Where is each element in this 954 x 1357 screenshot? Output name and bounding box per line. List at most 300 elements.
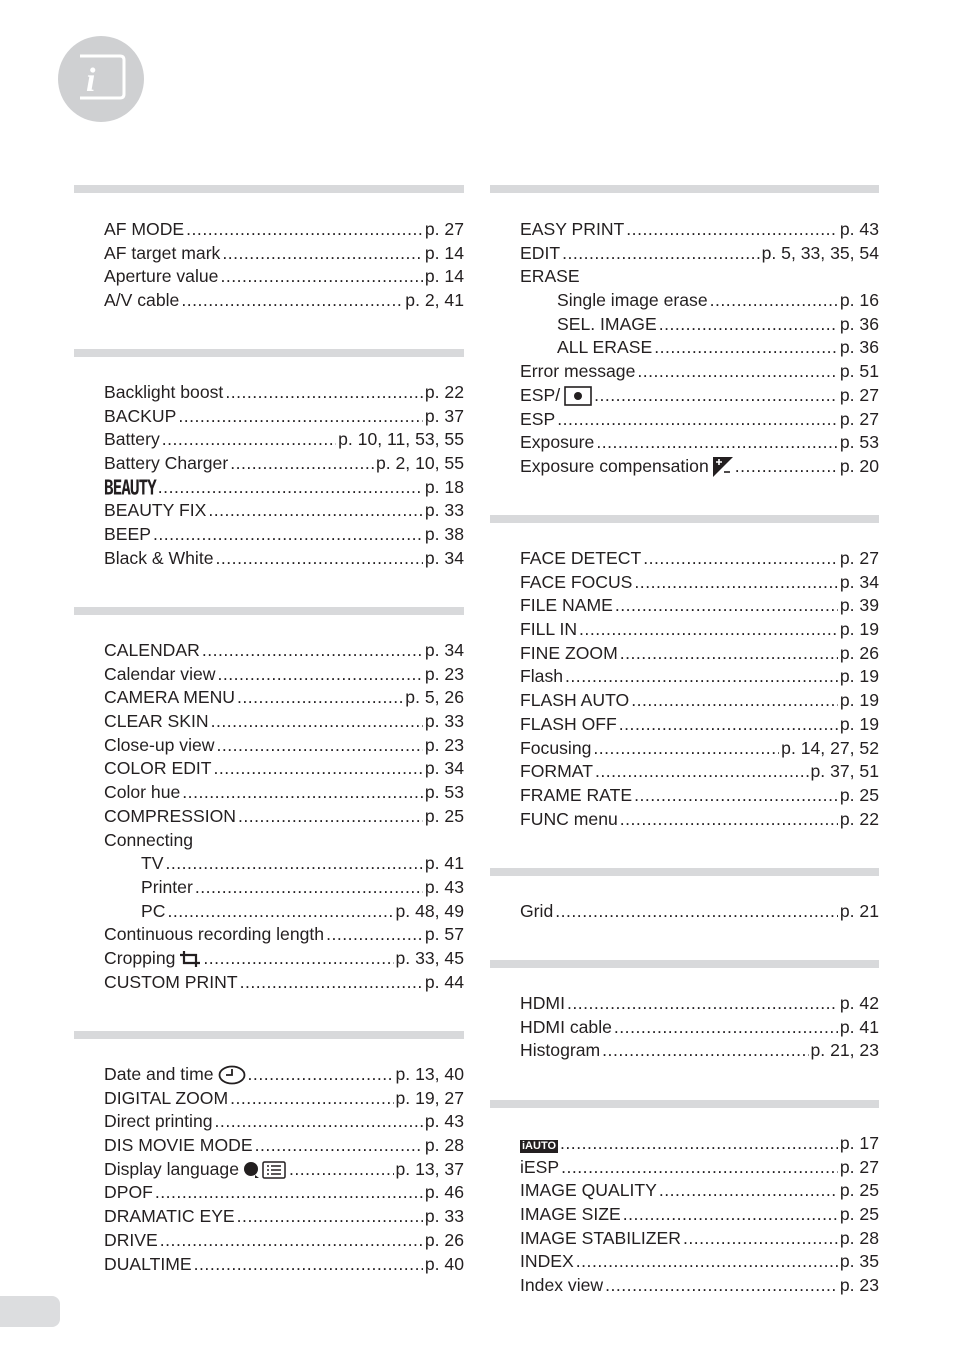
index-term-text: CAMERA MENU <box>104 687 235 708</box>
index-term-text: AF target mark <box>104 242 221 263</box>
index-entry-display-language <box>104 1158 464 1182</box>
leader-dots <box>620 808 838 832</box>
index-entry-face-detect <box>520 547 879 571</box>
page-reference: p. 43 <box>839 219 879 239</box>
page-reference: p. 42 <box>839 993 879 1013</box>
index-term <box>104 547 214 571</box>
page-reference: p. 20 <box>839 455 879 476</box>
index-entry-image-size <box>520 1203 879 1227</box>
leader-dots <box>182 781 423 805</box>
leader-dots <box>561 1156 838 1180</box>
section-divider <box>490 960 879 968</box>
index-term-text: IMAGE SIZE <box>520 1204 621 1225</box>
index-term <box>520 1140 558 1153</box>
leader-dots <box>248 1063 394 1087</box>
page-reference: p. 28 <box>839 1227 879 1248</box>
index-term <box>104 218 184 242</box>
index-term-text: FACE FOCUS <box>520 571 633 592</box>
index-term-text: BACKUP <box>104 405 177 426</box>
page-reference: p. 44 <box>424 971 464 992</box>
index-term-text: iESP <box>520 1156 560 1177</box>
page-reference: p. 27 <box>839 384 879 405</box>
leader-dots <box>155 1181 423 1205</box>
leader-dots <box>593 737 779 761</box>
index-term-text: EDIT <box>520 242 561 263</box>
index-term-text: ALL ERASE <box>557 337 653 358</box>
index-term <box>520 1156 559 1180</box>
page-reference: p. 5, 26 <box>405 687 464 708</box>
page-reference: p. 19 <box>839 713 879 734</box>
index-term-text: Connecting <box>104 829 194 850</box>
spot-metering-icon <box>564 386 592 406</box>
index-term-text: FACE DETECT <box>520 548 642 568</box>
page-reference: p. 40 <box>424 1253 464 1274</box>
index-entry-flash-auto <box>520 689 879 713</box>
page-reference: p. 34 <box>424 758 464 779</box>
page-reference: p. 37 <box>424 405 464 426</box>
index-entry-a-v-cable <box>104 289 464 313</box>
index-term-text: ESP <box>520 408 556 429</box>
index-entry-file-name <box>520 594 879 618</box>
leader-dots <box>619 713 838 737</box>
index-term-text: ERASE <box>520 266 580 287</box>
index-entry-color-hue <box>104 781 464 805</box>
index-entry-battery <box>104 428 464 452</box>
leader-dots <box>634 784 838 808</box>
leader-dots <box>602 1039 808 1063</box>
index-term <box>104 1229 158 1253</box>
index-term-text: Cropping <box>104 947 176 968</box>
index-entry-easy-print <box>520 218 879 242</box>
index-term <box>141 852 163 876</box>
index-term-text: CALENDAR <box>104 640 200 660</box>
index-term <box>520 547 641 571</box>
index-entry-iesp <box>520 1156 879 1180</box>
index-term-text: Printer <box>141 876 193 897</box>
leader-dots <box>202 639 423 663</box>
index-term <box>104 757 212 781</box>
index-term-text: CUSTOM PRINT <box>104 971 238 992</box>
index-entry-aperture-value <box>104 265 464 289</box>
index-entry-histogram <box>520 1039 879 1063</box>
leader-dots <box>594 384 838 408</box>
index-term <box>520 1016 612 1040</box>
index-term-text: Black & White <box>104 547 214 568</box>
index-term-text: DUALTIME <box>104 1253 192 1274</box>
index-entry-frame-rate <box>520 784 879 808</box>
leader-dots <box>643 547 838 571</box>
index-term-text: FLASH OFF <box>520 713 617 734</box>
svg-text:i: i <box>86 62 96 99</box>
index-entry-grid <box>520 900 879 924</box>
index-term-text: Close-up view <box>104 734 215 755</box>
page-reference: p. 51 <box>839 361 879 382</box>
index-entry-dualtime <box>104 1253 464 1277</box>
index-term <box>104 971 238 995</box>
page-reference: p. 23 <box>424 734 464 755</box>
page-reference: p. 39 <box>839 595 879 616</box>
index-entry-iauto <box>520 1132 879 1156</box>
page-reference: p. 23 <box>424 663 464 684</box>
index-term <box>520 760 593 784</box>
leader-dots <box>605 1274 838 1298</box>
index-term <box>520 1039 600 1063</box>
index-entry-error-message <box>520 360 879 384</box>
index-section-b <box>74 349 464 571</box>
index-entry-color-edit <box>104 757 464 781</box>
index-term <box>520 218 624 242</box>
page-reference: p. 25 <box>839 1204 879 1225</box>
index-term <box>104 710 209 734</box>
index-term <box>520 618 577 642</box>
leader-dots <box>181 289 403 313</box>
leader-dots <box>555 900 838 924</box>
index-term <box>104 1087 228 1111</box>
index-entry-fine-zoom <box>520 642 879 666</box>
index-term-text: Color hue <box>104 782 181 803</box>
page-reference: p. 41 <box>839 1016 879 1037</box>
index-term-text: Exposure compensation <box>520 455 709 476</box>
page-reference: p. 36 <box>839 313 879 334</box>
index-term <box>104 639 200 663</box>
index-entry-battery-charger <box>104 452 464 476</box>
index-term <box>104 805 236 829</box>
index-entry-af-target-mark <box>104 242 464 266</box>
page-reference: p. 43 <box>424 876 464 897</box>
index-term-text: FILE NAME <box>520 595 613 616</box>
leader-dots <box>562 242 760 266</box>
index-term-text: FINE ZOOM <box>520 642 618 663</box>
section-entries <box>490 193 879 479</box>
index-term-text: Date and time <box>104 1064 214 1084</box>
index-term-text: Backlight boost <box>104 382 224 402</box>
index-term <box>104 829 193 853</box>
page-reference: p. 46 <box>424 1182 464 1203</box>
section-divider <box>74 185 464 193</box>
leader-dots <box>595 760 809 784</box>
page-reference: p. 14, 27, 52 <box>781 737 879 758</box>
section-entries <box>74 615 464 994</box>
index-term-text: Aperture value <box>104 266 219 287</box>
page-reference: p. 19 <box>839 690 879 711</box>
index-term <box>104 947 201 971</box>
index-term-text: COLOR EDIT <box>104 758 212 779</box>
page-reference: p. 17 <box>839 1133 879 1153</box>
index-entry-dpof <box>104 1181 464 1205</box>
leader-dots <box>216 547 423 571</box>
leader-dots <box>217 663 422 687</box>
index-entry-index-view <box>520 1274 879 1298</box>
leader-dots <box>637 360 837 384</box>
index-entry-camera-menu <box>104 686 464 710</box>
page-tab <box>0 1296 60 1327</box>
index-term <box>520 242 560 266</box>
index-entry-esp <box>520 408 879 432</box>
index-entry-custom-print <box>104 971 464 995</box>
page-reference: p. 28 <box>424 1135 464 1156</box>
leader-dots <box>220 265 422 289</box>
index-term <box>104 476 156 500</box>
index-term-text: DIGITAL ZOOM <box>104 1087 229 1108</box>
index-section-f <box>490 515 879 831</box>
index-term-text: FILL IN <box>520 619 578 640</box>
leader-dots <box>615 594 838 618</box>
index-entry-compression <box>104 805 464 829</box>
leader-dots <box>557 408 838 432</box>
page-reference: p. 19 <box>839 619 879 640</box>
page-reference: p. 22 <box>424 382 464 402</box>
leader-dots <box>237 1205 423 1229</box>
page-reference: p. 33, 45 <box>395 947 464 968</box>
leader-dots <box>255 1134 423 1158</box>
leader-dots <box>620 642 838 666</box>
index-term <box>104 381 223 405</box>
index-entry-cropping <box>104 947 464 971</box>
index-term <box>104 289 179 313</box>
info-icon <box>58 36 144 122</box>
page-reference: p. 43 <box>424 1111 464 1132</box>
index-term <box>104 428 160 452</box>
index-term-text: Single image erase <box>557 290 708 311</box>
exposure-compensation-icon <box>713 457 733 477</box>
page-reference: p. 48, 49 <box>395 900 464 921</box>
leader-dots <box>186 218 423 242</box>
index-entry-drive <box>104 1229 464 1253</box>
index-entry-black-white <box>104 547 464 571</box>
section-entries <box>74 1039 464 1276</box>
index-term <box>520 431 594 455</box>
page-reference: p. 53 <box>839 432 879 453</box>
leader-dots <box>289 1158 394 1182</box>
index-entry-direct-printing <box>104 1110 464 1134</box>
index-term <box>520 1203 621 1227</box>
index-term <box>520 384 592 408</box>
index-term-text: EASY PRINT <box>520 219 625 239</box>
index-term-text: Battery <box>104 429 160 450</box>
index-term-text: Histogram <box>520 1040 601 1061</box>
index-section-i <box>490 1100 879 1298</box>
index-term-text: DPOF <box>104 1182 153 1203</box>
index-term-text: BEAUTY FIX <box>104 500 207 521</box>
index-term-text: Index view <box>520 1275 604 1296</box>
index-entry-focusing <box>520 737 879 761</box>
index-term <box>520 594 613 618</box>
index-entry-sel-image <box>520 313 879 337</box>
index-entry-printer <box>104 876 464 900</box>
index-term <box>104 1134 253 1158</box>
page-reference: p. 26 <box>424 1229 464 1250</box>
section-entries <box>74 357 464 571</box>
page-reference: p. 38 <box>424 524 464 545</box>
page-reference: p. 25 <box>839 1180 879 1201</box>
section-divider <box>490 515 879 523</box>
index-term-text: TV <box>141 853 164 874</box>
index-entry-calendar <box>104 639 464 663</box>
leader-dots <box>579 618 838 642</box>
leader-dots <box>240 971 423 995</box>
page-reference: p. 26 <box>839 642 879 663</box>
index-term <box>520 808 618 832</box>
index-entry-dis-movie-mode <box>104 1134 464 1158</box>
index-entry-index <box>520 1250 879 1274</box>
index-term-text: HDMI <box>520 993 565 1013</box>
index-term <box>557 336 652 360</box>
section-entries <box>490 523 879 831</box>
index-term-text: Flash <box>520 666 564 687</box>
leader-dots <box>735 455 838 479</box>
index-entry-beauty-fix <box>104 499 464 523</box>
index-term-text: IMAGE QUALITY <box>520 1180 657 1201</box>
page-reference: p. 25 <box>839 784 879 805</box>
leader-dots <box>158 476 423 500</box>
leader-dots <box>222 242 423 266</box>
index-term <box>141 876 193 900</box>
leader-dots <box>238 805 423 829</box>
index-section-d <box>74 1031 464 1276</box>
index-term <box>520 1227 681 1251</box>
leader-dots <box>230 452 374 476</box>
index-entry-image-stabilizer <box>520 1227 879 1251</box>
page-reference: p. 22 <box>839 808 879 829</box>
index-term <box>104 1158 287 1182</box>
leader-dots <box>634 571 837 595</box>
index-entry-face-focus <box>520 571 879 595</box>
leader-dots <box>614 1016 838 1040</box>
crop-icon <box>179 950 201 968</box>
section-divider <box>74 607 464 615</box>
index-term <box>104 1110 213 1134</box>
index-term-text: FRAME RATE <box>520 784 633 805</box>
index-term-text: ESP/ <box>520 384 561 405</box>
index-term-text: INDEX <box>520 1251 574 1272</box>
page-reference: p. 23 <box>839 1275 879 1296</box>
index-term <box>520 455 733 479</box>
index-term-text: SEL. IMAGE <box>557 313 657 334</box>
page-reference: p. 33 <box>424 711 464 732</box>
index-term <box>520 1274 603 1298</box>
index-term <box>520 665 563 689</box>
index-term-text: Continuous recording length <box>104 924 325 945</box>
leader-dots <box>167 900 393 924</box>
page-reference: p. 25 <box>424 805 464 826</box>
index-entry-pc <box>104 900 464 924</box>
index-entry-single-image-erase <box>520 289 879 313</box>
index-section-g <box>490 868 879 924</box>
page-reference: p. 34 <box>424 640 464 660</box>
section-entries <box>490 1108 879 1298</box>
index-entry-erase <box>520 265 879 289</box>
leader-dots <box>153 523 423 547</box>
leader-dots <box>576 1250 838 1274</box>
page-reference: p. 27 <box>839 1156 879 1177</box>
index-section-h <box>490 960 879 1063</box>
section-entries <box>490 876 879 924</box>
leader-dots <box>626 218 838 242</box>
page-reference: p. 5, 33, 35, 54 <box>761 242 879 263</box>
leader-dots <box>165 852 422 876</box>
page-reference: p. 14 <box>424 242 464 263</box>
index-term <box>104 1063 246 1087</box>
index-term-text: iAUTO <box>522 1140 557 1152</box>
leader-dots <box>215 1110 423 1134</box>
index-entry-flash <box>520 665 879 689</box>
section-divider <box>490 868 879 876</box>
section-divider <box>490 185 879 193</box>
page-reference: p. 2, 41 <box>405 290 464 311</box>
index-entry-image-quality <box>520 1179 879 1203</box>
language-icon <box>243 1160 287 1180</box>
index-term <box>520 737 591 761</box>
section-divider <box>74 1031 464 1039</box>
leader-dots <box>326 923 423 947</box>
page-reference: p. 33 <box>424 500 464 521</box>
index-term <box>557 313 657 337</box>
index-term-text: DIS MOVIE MODE <box>104 1135 253 1156</box>
page-reference: p. 57 <box>424 924 464 945</box>
section-divider <box>74 349 464 357</box>
index-entry-connecting <box>104 829 464 853</box>
index-entry-hdmi <box>520 992 879 1016</box>
index-term-text: IMAGE STABILIZER <box>520 1227 681 1248</box>
leader-dots <box>211 710 423 734</box>
index-section-c <box>74 607 464 994</box>
index-entry-fill-in <box>520 618 879 642</box>
leader-dots <box>683 1227 838 1251</box>
page-reference: p. 34 <box>839 571 879 592</box>
leader-dots <box>654 336 838 360</box>
leader-dots <box>194 1253 423 1277</box>
index-term <box>104 523 151 547</box>
index-term <box>520 900 553 924</box>
index-term <box>104 781 180 805</box>
index-term <box>520 784 632 808</box>
page-reference: p. 21, 23 <box>810 1040 879 1061</box>
page-reference: p. 19, 27 <box>395 1087 464 1108</box>
index-entry-edit <box>520 242 879 266</box>
index-term <box>520 992 565 1016</box>
index-entry-hdmi-cable <box>520 1016 879 1040</box>
section-divider <box>490 1100 879 1108</box>
index-term <box>520 642 618 666</box>
leader-dots <box>237 686 403 710</box>
index-term <box>557 289 708 313</box>
index-term <box>104 405 176 429</box>
index-term-text: Display language <box>104 1158 239 1179</box>
index-term <box>104 1181 153 1205</box>
leader-dots <box>225 381 423 405</box>
index-entry-backlight-boost <box>104 381 464 405</box>
page-reference: p. 13, 40 <box>395 1064 464 1084</box>
leader-dots <box>208 499 423 523</box>
index-term-text: CLEAR SKIN <box>104 711 209 732</box>
leader-dots <box>560 1132 838 1156</box>
index-entry-digital-zoom <box>104 1087 464 1111</box>
index-entry-af-mode <box>104 218 464 242</box>
index-term-text: Focusing <box>520 737 592 758</box>
index-term <box>520 408 555 432</box>
section-entries <box>74 193 464 313</box>
index-term-text: DRAMATIC EYE <box>104 1206 235 1227</box>
page-reference: p. 27 <box>839 408 879 429</box>
index-term-text: A/V cable <box>104 290 180 311</box>
index-entry-func-menu <box>520 808 879 832</box>
index-term <box>520 713 617 737</box>
index-entry-esp <box>520 384 879 408</box>
index-term <box>520 1179 657 1203</box>
index-term-text: Error message <box>520 361 636 382</box>
index-term <box>104 923 324 947</box>
page-reference: p. 13, 37 <box>395 1158 464 1179</box>
